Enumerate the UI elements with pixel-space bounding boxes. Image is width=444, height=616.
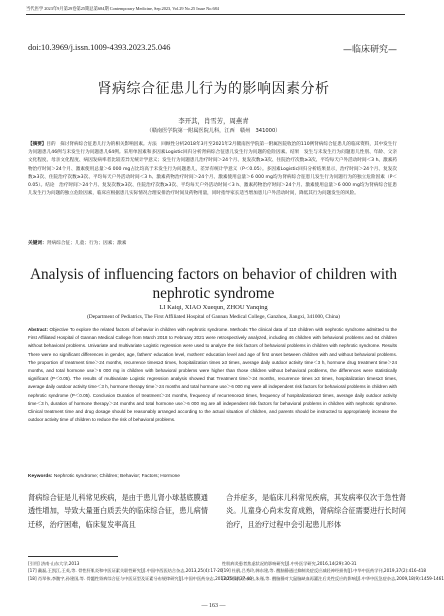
chinese-title: 肾病综合征患儿行为的影响因素分析 bbox=[97, 81, 330, 97]
reference-item: [20] 杜鹃,吕永启,朱瑾,等. 醒脑静对大鼠脑缺血再灌注后炎性反应的影响[J].中华中医急症杂志,2009,18(9):1459-1461 bbox=[222, 575, 444, 581]
english-abstract bbox=[28, 326, 397, 473]
chinese-authors: 李开其，肖雪芳，周燕青 bbox=[178, 117, 249, 125]
page-number-value: 163 bbox=[209, 603, 218, 609]
chinese-abstract-label: 【摘要】 bbox=[28, 142, 47, 147]
chinese-abstract-text: 目的 探讨肾病综合征患儿行为的相关影响因素。方法 回顾性分析2018年3月至2021年2月赣南医学院第一附属医院收治的110例肾病综合征患儿的临床资料，其中发生行为问题患儿46例与未发生行为问题患儿64例。采用单因素和多因素Logistic回归分析肾病综合征患儿发生行为问题的危险因素。结果 发生与未发生行为问题患儿性别、年龄、父亲文化程度、母亲文化程度、病因发病率者比较差异无统计学意义；发生行为问题患儿治疗时间＞24个月、复发次数≥3次、住院治疗次数≥3次、平均每天户外活动时间＜3 h、激素药物治疗时间＞24个月、激素使用总量＞6 000 mg占比均高于未发生行为问题患儿，差异有统计学意义（P＜0.05）。多因素Logistic回归分析结果显示，治疗时间＞24个月、复发次数≥3次、住院治疗次数≥3次、平均每天户外活动时间＜3 h、激素药物治疗时间＞24个月、激素使用总量＞6 000 mg均为肾病综合征患儿发生行为问题行为的独立危险因素（P＜0.05）。结论 治疗时间＞24个月、复发次数≥3次、住院治疗次数≥3次、平均每天户外活动时间＜3 h、激素药物治疗时间＞24个月、激素使用总量＞6 000 mg均为肾病综合征患儿发生行为问题的独立危险因素，临床应根据患儿实际情况合理安排治疗时间及药物用量，同时指导家长适当增加患儿户外活动时间，降低其行为问题发生的风险。 bbox=[28, 142, 397, 197]
footnote-rule bbox=[28, 556, 118, 557]
english-affiliation: (Department of Pediatrics, The First Affiliated Hospital of Gannan Medical College, Ganzhou, Jiangxi, 341000, China) bbox=[87, 314, 340, 320]
running-head: 当代医学 2023年9月第29卷第25期总第684期 Contemporary Medicine, Sep.2023, Vol.29 No.25 Issue No.684 bbox=[26, 6, 219, 11]
column-label: —临床研究— bbox=[342, 45, 397, 55]
doi-line[interactable]: doi:10.3969/j.issn.1009-4393.2023.25.046 bbox=[28, 43, 171, 52]
reference-item: 性肌病炎患者焦虑状况的影响研究[J].中外医学研究,2016,14(29):30-31 bbox=[222, 561, 357, 566]
references-left bbox=[28, 560, 252, 582]
english-keywords-label: Keywords: bbox=[28, 474, 53, 479]
chinese-keywords-text: 肾病综合征；儿童；行为；因素；激素 bbox=[46, 241, 127, 246]
english-authors: LI Kaiqi, XIAO Xuequn, ZHOU Yanqing bbox=[159, 304, 268, 311]
chinese-abstract bbox=[28, 141, 397, 239]
body-text-left: 肾病综合征是儿科常见疾病，是由于患儿肾小球基底膜通透性增加，导致大量蛋白质丢失的临床综合征，患儿病情迁移，治疗困难，临床复发率高且 bbox=[28, 493, 208, 529]
chinese-keywords-label: 关键词： bbox=[28, 241, 47, 246]
chinese-affiliation: （赣南医学院第一附属医院儿科，江西 赣州 341000） bbox=[146, 128, 281, 134]
reference-item: [引用] 济南·山东大学,2013 bbox=[28, 561, 80, 566]
english-keywords-text: Nephrotic syndrome; Children; Behavior; Factors; Hormone bbox=[53, 474, 180, 479]
body-text-right: 合并症多，是临床儿科常见疾病，其发病率仅次于急性肾炎。儿童身心尚未发育成熟，肾病综合征需要进行长时间治疗，且治疗过程中会引起患儿形体 bbox=[226, 493, 406, 529]
chinese-keywords bbox=[28, 240, 397, 248]
references-right bbox=[222, 560, 444, 582]
header-rule bbox=[26, 14, 405, 15]
english-title: Analysis of influencing factors on behavior of children with nephrotic syndrome bbox=[29, 266, 398, 302]
reference-item: [17] 戴磊,王凯江,王英,等. 骨性肝肌炎和中医证素关联性研究[J].中国中西医结合杂志,2013,25(4):17-20 bbox=[28, 568, 223, 574]
page-number: — 163 — bbox=[201, 603, 226, 609]
reference-item: [19] 杜鹃,吕秀玲,韩东建,等. 醒脑静通过抑制炎症反应减轻神经损伤[J].中华中医药学刊,2019,37(2):416-418 bbox=[222, 568, 427, 574]
english-keywords bbox=[28, 474, 397, 479]
english-abstract-label: Abstract: bbox=[28, 327, 48, 332]
english-abstract-text: Objective To explore the related factors of behavior in children with nephrotic syndrome. Methods The clinical data of 110 children with nephrotic syndrome admitted to the First Affiliated Hospital of Gannan Medical College from March 2018 to February 2021 were retrospectively analyzed, including 46 children with behavioral problems and 64 children without behavioral problems. Univariate and multivariate Logistic regression were used to analyze the risk factors of behavioral problems in children with nephrotic syndrome. Results There were no significant differences in gender, age, fathers' education level, mothers' education level and age of first onset between children with and without behavioral problems. The proportion of treatment time＞24 months, recurrence times≥3 times, hospitalization times ≥3 times, average daily outdoor activity time＜3 h, hormone drug treatment time＞24 months, and total hormone use＞6 000 mg in children with behavioral problems were higher than those children without behavioral problems, the differences were statistically significant (P＜0.05). The results of multivariate Logistic regression analysis showed that Treatment time＞24 months, recurrence times ≥3 times, hospitalization times≥3 times, average daily outdoor activity time＜3 h, hormone therapy time＞24 months and total hormone use＞6 000 mg were all independent risk factors for behavioral problems in children with nephrotic syndrome (P＜0.05). Conclusion Duration of treatment＞24 months, frequency of recurrence≥3 times, frequency of hospitalization≥3 times, average daily outdoor activity time＜3 h, duration of hormone therapy＞24 months and total hormone use＞6 000 mg are all independent risk factors for behavioral problems in children with nephrotic syndrome. Clinical treatment time and drug dosage should be reasonably arranged according to the actual situation of children, and parents should be instructed to appropriately increase the outdoor activity time of children to reduce the risk of behavioral problems. bbox=[28, 327, 397, 423]
reference-item: [18] 肖翠伟,李馥宇,孙建国,等. 骨髓性肾病综合征与中医证型及证素分布规律研究[J].中国中医药杂志,2013,25(1):37-40 bbox=[28, 575, 252, 581]
